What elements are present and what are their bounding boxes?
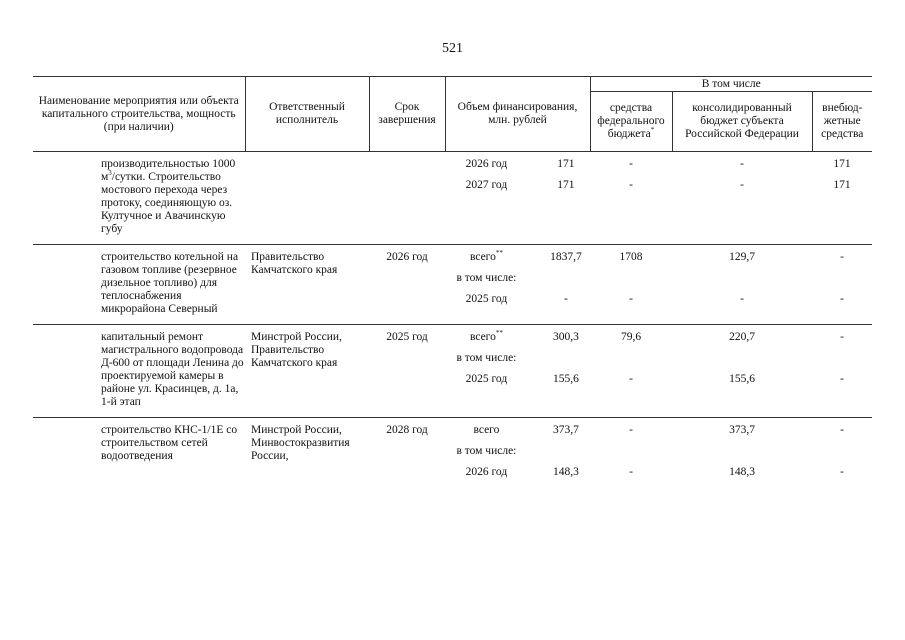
measure-name: строительство котельной на газовом топливе (резервное дизельное топливо) для теплоснабжения микрорайона Северный bbox=[101, 251, 239, 315]
period-label: 2025 год bbox=[465, 293, 508, 305]
period-label: всего bbox=[469, 251, 496, 263]
funding-value: 1837,7 bbox=[550, 251, 582, 263]
header-name: Наименование мероприятия или объекта капитального строительства, мощность (при наличии) bbox=[33, 77, 245, 152]
extrabudget-value bbox=[812, 272, 872, 293]
table-row bbox=[33, 418, 872, 496]
table-row bbox=[33, 152, 872, 245]
federal-value: - bbox=[629, 466, 633, 478]
funding-cell bbox=[445, 418, 590, 496]
header-consolidated: консолидированный бюджет субъекта Российской Федерации bbox=[672, 92, 812, 152]
period-label: всего bbox=[473, 424, 500, 436]
federal-value: - bbox=[629, 158, 633, 170]
extrabudget-cell bbox=[812, 245, 872, 325]
funding-line bbox=[445, 251, 590, 272]
consolidated-cell bbox=[672, 152, 812, 245]
federal-value: - bbox=[629, 179, 633, 191]
deadline bbox=[369, 152, 445, 245]
funding-line bbox=[445, 272, 590, 293]
extrabudget-value: - bbox=[840, 331, 844, 343]
header-extrabudget: внебюд- жетные средства bbox=[812, 92, 872, 152]
header-executor: Ответственный исполнитель bbox=[245, 77, 369, 152]
consolidated-value: 155,6 bbox=[729, 373, 755, 385]
consolidated-cell bbox=[672, 418, 812, 496]
federal-cell bbox=[590, 152, 672, 245]
period-label: 2026 год bbox=[465, 466, 508, 478]
extrabudget-value: - bbox=[840, 466, 844, 478]
page-number: 521 bbox=[442, 41, 463, 56]
deadline: 2026 год bbox=[386, 251, 428, 263]
consolidated-cell bbox=[672, 325, 812, 418]
consolidated-value bbox=[672, 272, 812, 293]
executor: Правительство Камчатского края bbox=[251, 251, 338, 276]
executor: Минстрой России, Минвостокразвития России, bbox=[251, 424, 350, 462]
funding-line bbox=[445, 293, 590, 314]
funding-cell bbox=[445, 325, 590, 418]
funding-line bbox=[445, 466, 590, 487]
funding-line bbox=[445, 158, 590, 179]
consolidated-value: 220,7 bbox=[729, 331, 755, 343]
extrabudget-value: 171 bbox=[833, 179, 851, 191]
funding-line bbox=[445, 373, 590, 394]
table-row bbox=[33, 245, 872, 325]
federal-cell bbox=[590, 245, 672, 325]
footnote-mark: ** bbox=[495, 249, 503, 258]
table-body bbox=[33, 152, 872, 496]
header-funding: Объем финансирования, млн. рублей bbox=[445, 77, 590, 152]
federal-value: - bbox=[629, 424, 633, 436]
extrabudget-value: - bbox=[840, 424, 844, 436]
extrabudget-value: - bbox=[840, 373, 844, 385]
extrabudget-cell bbox=[812, 152, 872, 245]
funding-value: 148,3 bbox=[552, 466, 579, 478]
measure-name: капитальный ремонт магистрального водопровода Д-600 от площади Ленина до проектируемой камеры в районе ул. Красинцев, д. 1а, 1-й этап bbox=[101, 331, 244, 408]
executor bbox=[245, 152, 369, 245]
funding-value: 155,6 bbox=[552, 373, 579, 385]
consolidated-value: - bbox=[740, 158, 744, 170]
consolidated-value: - bbox=[740, 179, 744, 191]
extrabudget-cell bbox=[812, 418, 872, 496]
consolidated-value: - bbox=[740, 293, 744, 305]
funding-line bbox=[445, 424, 590, 445]
funding-line bbox=[445, 445, 590, 466]
period-label: всего bbox=[469, 331, 496, 343]
funding-value: 300,3 bbox=[552, 331, 579, 343]
funding-cell bbox=[445, 245, 590, 325]
federal-value: 79,6 bbox=[620, 331, 642, 343]
funding-line bbox=[445, 352, 590, 373]
federal-value: 1708 bbox=[619, 251, 643, 263]
consolidated-value: 373,7 bbox=[729, 424, 755, 436]
federal-value bbox=[590, 352, 672, 373]
extrabudget-cell bbox=[812, 325, 872, 418]
funding-table bbox=[33, 76, 872, 495]
deadline: 2025 год bbox=[386, 331, 428, 343]
consolidated-value bbox=[672, 445, 812, 466]
funding-value bbox=[528, 445, 590, 466]
funding-value: 171 bbox=[557, 179, 575, 191]
consolidated-value bbox=[672, 352, 812, 373]
extrabudget-value: - bbox=[840, 293, 844, 305]
extrabudget-value: - bbox=[840, 251, 844, 263]
consolidated-value: 148,3 bbox=[729, 466, 755, 478]
header-including: В том числе bbox=[590, 77, 872, 92]
funding-value: 373,7 bbox=[552, 424, 579, 436]
period-label: в том числе: bbox=[456, 272, 517, 284]
period-label: в том числе: bbox=[456, 352, 517, 364]
funding-line bbox=[445, 179, 590, 200]
measure-name: производительностью 1000 $м^3$/сутки. Строительство мостового перехода через протоку, соединяющую оз. Култучное и Авачинскую губу bbox=[101, 158, 236, 235]
executor: Минстрой России, Правительство Камчатского края bbox=[251, 331, 342, 369]
extrabudget-value: 171 bbox=[833, 158, 851, 170]
funding-cell bbox=[445, 152, 590, 245]
measure-name: строительство КНС-1/1Е со строительством сетей водоотведения bbox=[101, 424, 238, 462]
deadline: 2028 год bbox=[386, 424, 428, 436]
extrabudget-value bbox=[812, 445, 872, 466]
federal-value bbox=[590, 272, 672, 293]
extrabudget-value bbox=[812, 352, 872, 373]
period-label: 2027 год bbox=[465, 179, 508, 191]
federal-cell bbox=[590, 418, 672, 496]
consolidated-value: 129,7 bbox=[729, 251, 755, 263]
funding-line bbox=[445, 331, 590, 352]
federal-value: - bbox=[629, 373, 633, 385]
federal-value bbox=[590, 445, 672, 466]
period-label: в том числе: bbox=[456, 445, 517, 457]
header-deadline: Срок завершения bbox=[369, 77, 445, 152]
funding-value: 171 bbox=[557, 158, 575, 170]
federal-value: - bbox=[629, 293, 633, 305]
funding-value bbox=[528, 272, 590, 293]
funding-value bbox=[528, 352, 590, 373]
table-row bbox=[33, 325, 872, 418]
consolidated-cell bbox=[672, 245, 812, 325]
funding-value: - bbox=[564, 293, 568, 305]
federal-cell bbox=[590, 325, 672, 418]
footnote-mark: ** bbox=[495, 329, 503, 338]
period-label: 2025 год bbox=[465, 373, 508, 385]
header-federal: средства федерального бюджета* bbox=[590, 92, 672, 152]
period-label: 2026 год bbox=[465, 158, 508, 170]
